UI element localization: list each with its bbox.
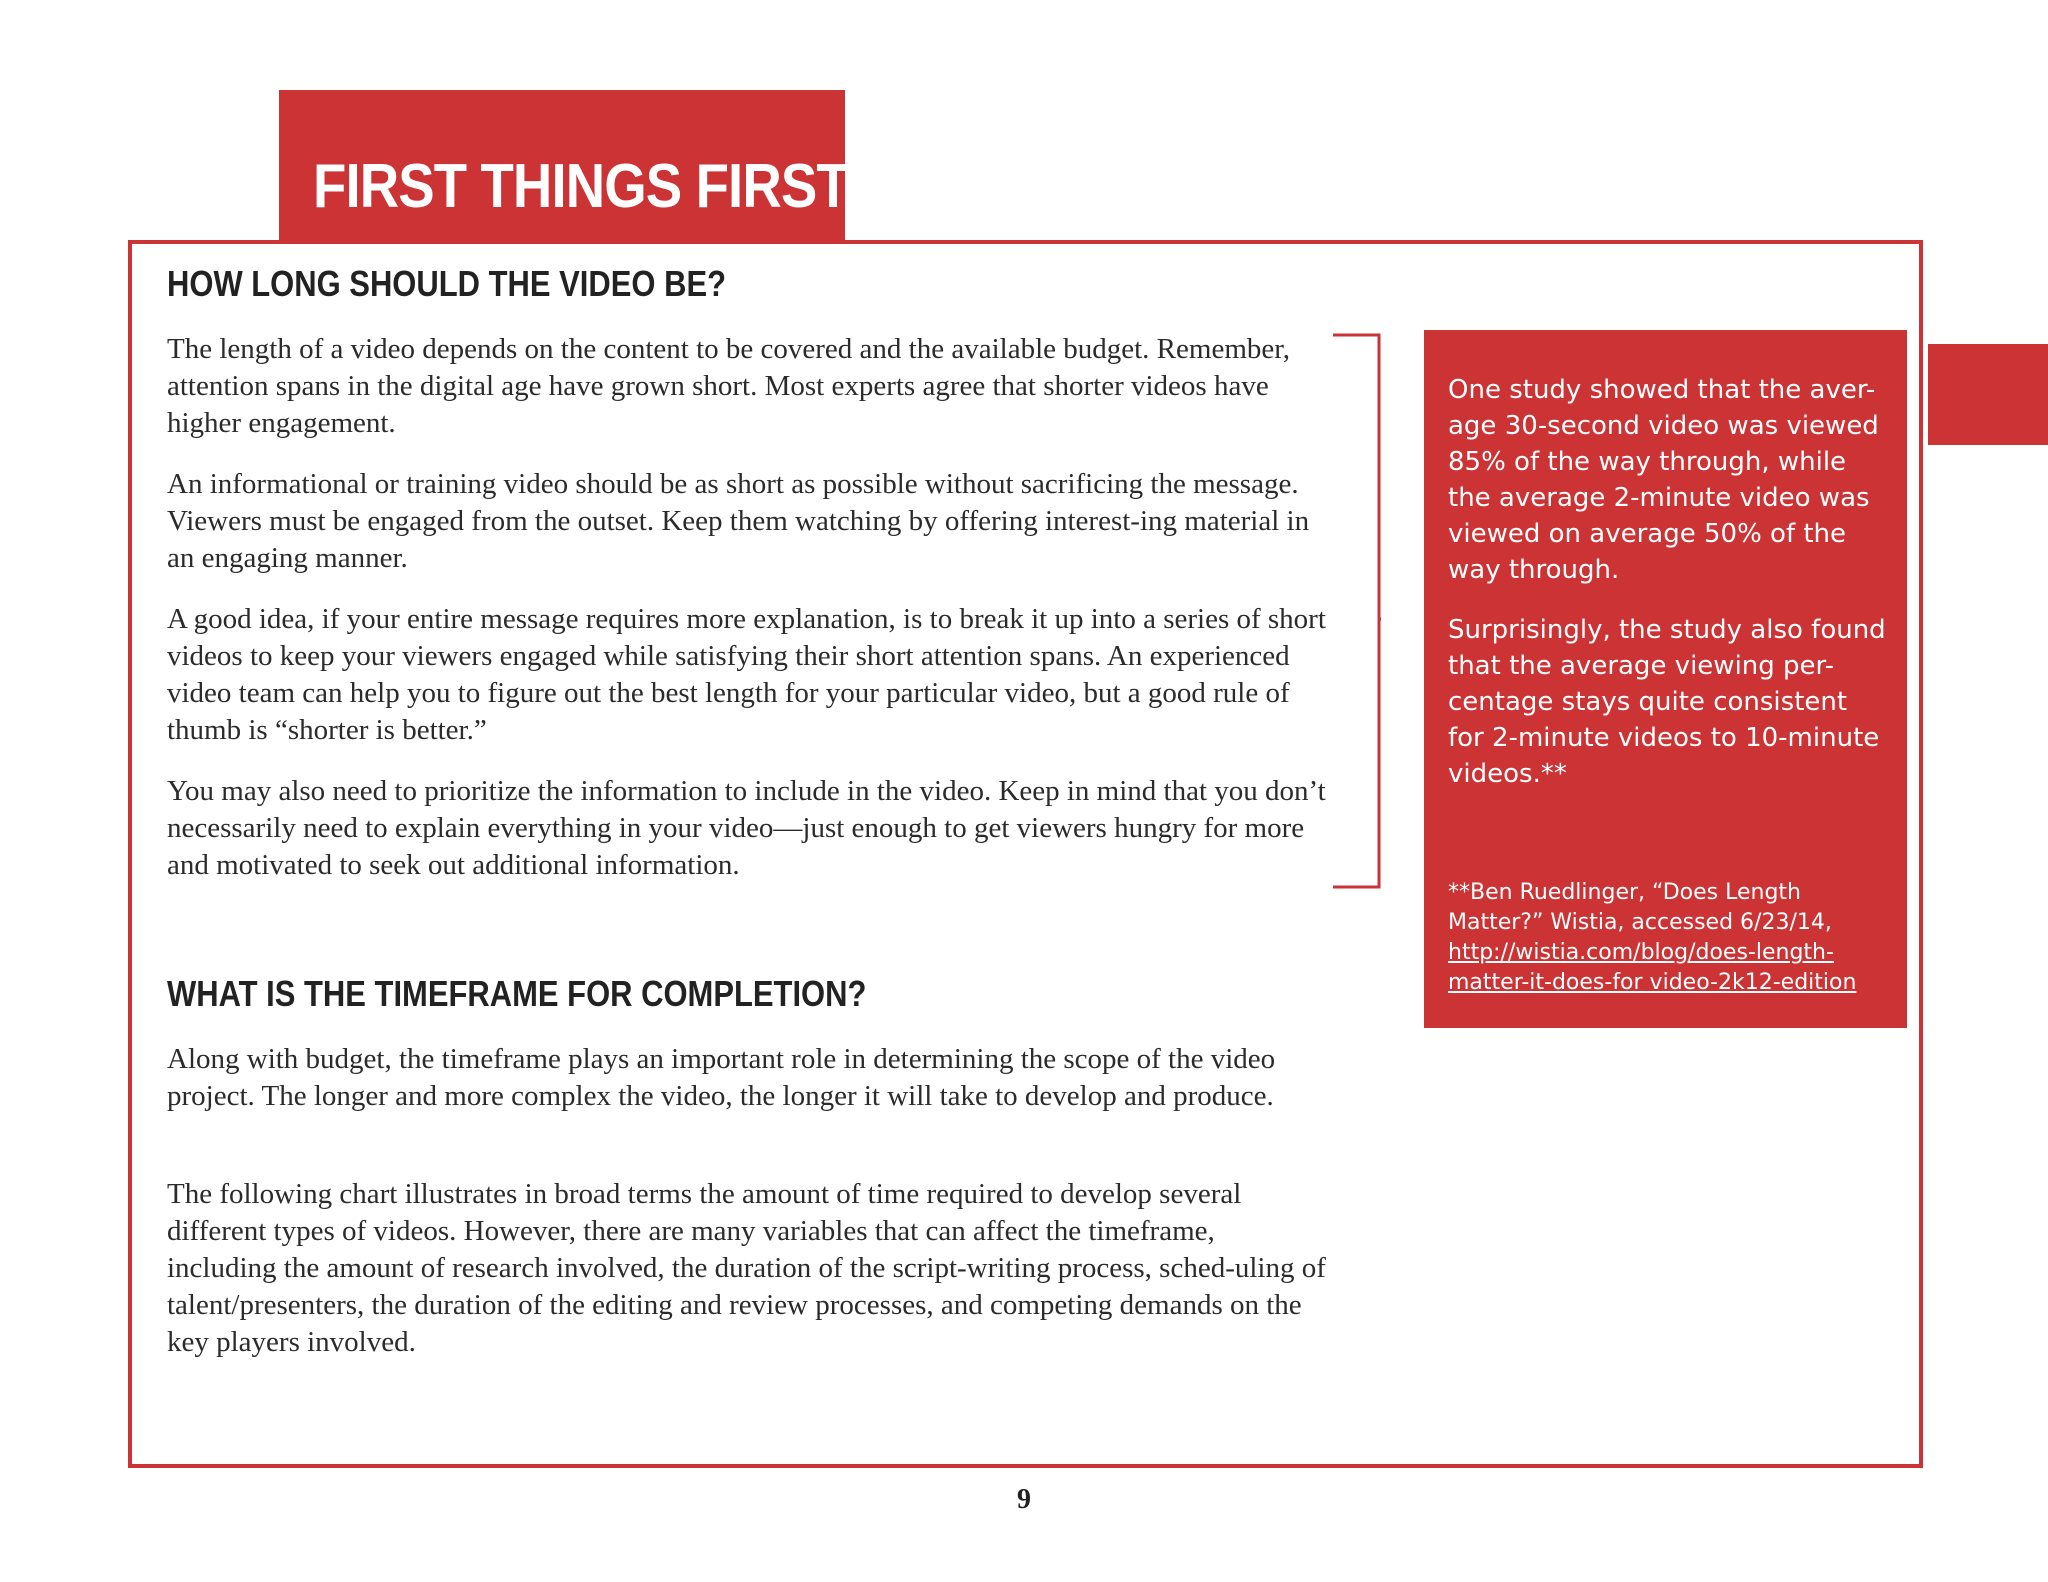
paragraph-video-length-3: A good idea, if your entire message requires more explanation, is to break it up into a series of short videos to keep your viewers engaged while satisfying their short attention spans. An experienced video team can help you to figure out the best length for your particular video, but a good rule of thumb is “shorter is better.” [167, 603, 1326, 746]
paragraph-timeframe-2: The following chart illustrates in broad terms the amount of time required to develop several different types of videos. However, there are many variables that can affect the timeframe, including the amount of research involved, the duration of the script-writing process, sched-uling of talent/presenters, the duration of the editing and review processes, and competing demands on the key players involved. [167, 1178, 1326, 1358]
section-heading-video-length: HOW LONG SHOULD THE VIDEO BE? [167, 263, 727, 304]
callout-paragraph-1: One study showed that the aver-age 30-second video was viewed 85% of the way through, while the average 2-minute video was viewed on average 50% of the way through. [1448, 375, 1879, 585]
page-number: 9 [1017, 1484, 1031, 1515]
footnote-link[interactable]: http://wistia.com/blog/does-length-matter-it-does-for video-2k12-edition [1448, 940, 1857, 995]
section-heading-timeframe: WHAT IS THE TIMEFRAME FOR COMPLETION? [167, 973, 867, 1014]
paragraph-video-length-4: You may also need to prioritize the information to include in the video. Keep in mind that you don’t necessarily need to explain everything in your video—just enough to get viewers hungry for more and motivated to seek out additional information. [167, 775, 1326, 881]
paragraph-timeframe-1: Along with budget, the timeframe plays an important role in determining the scope of the video project. The longer and more complex the video, the longer it will take to develop and produce. [167, 1043, 1276, 1112]
section-title-tab [279, 90, 849, 242]
paragraph-video-length-1: The length of a video depends on the content to be covered and the available budget. Remember, attention spans in the digital age have grown short. Most experts agree that shorter videos have higher engagement. [167, 333, 1290, 439]
paragraph-video-length-2: An informational or training video should be as short as possible without sacrificing the message. Viewers must be engaged from the outset. Keep them watching by offering interest-ing material in an engaging manner. [167, 468, 1310, 574]
study-callout-box [1424, 330, 1907, 1028]
bracket-connector [1331, 333, 1381, 889]
footnote-citation: **Ben Ruedlinger, “Does Length Matter?” Wistia, accessed 6/23/14, [1448, 880, 1832, 935]
callout-paragraph-2: Surprisingly, the study also found that the average viewing per-centage stays quite consistent for 2-minute videos to 10-minute videos.** [1448, 615, 1886, 789]
edge-tab-decoration [1928, 344, 2048, 445]
page-title: FIRST THINGS FIRST [313, 152, 849, 221]
callout-footnote [1448, 878, 1893, 998]
